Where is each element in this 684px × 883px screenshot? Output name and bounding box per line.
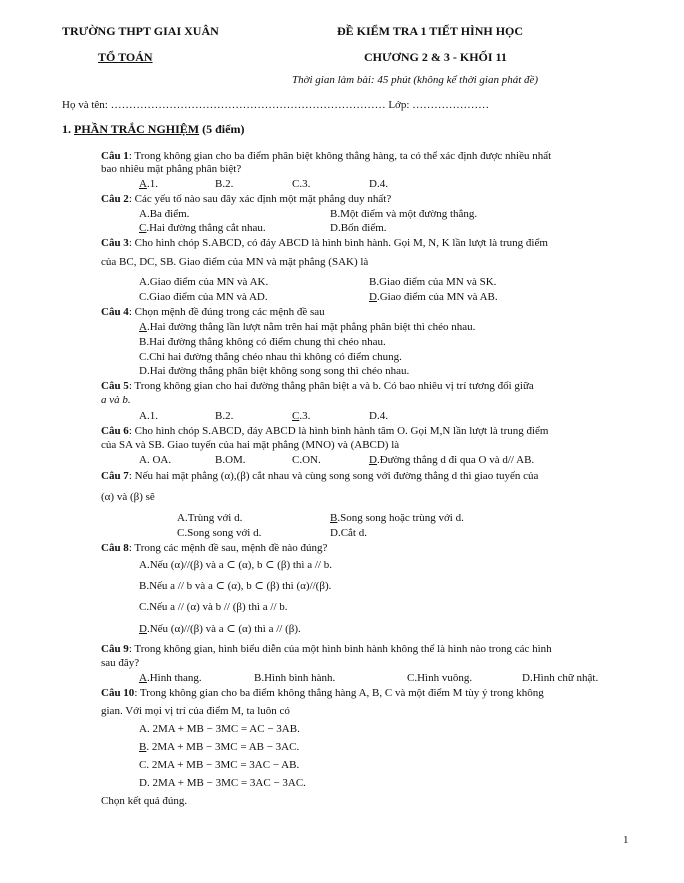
section-heading xyxy=(62,122,244,137)
option-text: .Đường thẳng d đi qua O và d// AB. xyxy=(376,454,535,466)
exam-title: ĐỀ KIỂM TRA 1 TIẾT HÌNH HỌC xyxy=(337,24,524,38)
q6-option-b: B.OM. xyxy=(215,454,246,466)
department-name: TỔ TOÁN xyxy=(98,50,153,64)
q3-option-b: B.Giao điểm của MN và SK. xyxy=(369,276,497,288)
q3-option-a: A.Giao điểm của MN và AK. xyxy=(139,276,269,288)
question-6-text-cont: của SA và SB. Giao tuyến của hai mặt phẳng (MNO) và (ABCD) là xyxy=(101,439,400,451)
answer-key: D xyxy=(369,454,377,466)
question-label: Câu 10 xyxy=(101,687,135,699)
option-text: .Nếu (α)//(β) và a ⊂ (α) thì a // (β). xyxy=(146,623,301,635)
q9-option-c: C.Hình vuông. xyxy=(407,672,473,684)
question-5-text-cont: a và b. xyxy=(101,394,131,406)
q7-option-d: D.Cắt d. xyxy=(330,527,367,539)
question-label: Câu 1 xyxy=(101,150,129,162)
q5-option-d: D.4. xyxy=(369,410,388,422)
q9-option-d: D.Hình chữ nhật. xyxy=(522,672,599,684)
q8-option-a: A.Nếu (α)//(β) và a ⊂ (α), b ⊂ (β) thì a // b. xyxy=(139,559,332,571)
question-text: : Cho hình chóp S.ABCD, có đáy ABCD là hình bình hành. Gọi M, N, K lần lượt là trung điểm xyxy=(128,237,548,249)
q2-option-c xyxy=(139,221,266,235)
q8-option-b: B.Nếu a // b và a ⊂ (α), b ⊂ (β) thì (α)//(β). xyxy=(139,580,332,592)
answer-key: D xyxy=(369,291,377,303)
question-7-text-cont: (α) và (β) sẽ xyxy=(101,491,155,503)
question-label: Câu 2 xyxy=(101,193,129,205)
question-7-text xyxy=(101,469,538,483)
option-text: .Hai đường thẳng cắt nhau. xyxy=(146,222,266,234)
question-9-text-cont: sau đây? xyxy=(101,657,140,669)
question-1-text-cont: bao nhiêu mặt phẳng phân biệt? xyxy=(101,163,242,175)
question-label: Câu 8 xyxy=(101,542,129,554)
q4-option-c: C.Chỉ hai đường thẳng chéo nhau thì không có điểm chung. xyxy=(139,351,402,363)
answer-key: C xyxy=(139,222,147,234)
question-label: Câu 5 xyxy=(101,380,129,392)
section-prefix: 1. xyxy=(62,122,74,136)
question-text: : Cho hình chóp S.ABCD, đáy ABCD là hình bình hành tâm O. Gọi M,N lần lượt là trung điểm xyxy=(128,425,549,437)
q10-footer: Chọn kết quả đúng. xyxy=(101,795,188,807)
q1-option-c: C.3. xyxy=(292,178,311,190)
q4-option-b: B.Hai đường thẳng không có điểm chung thì chéo nhau. xyxy=(139,336,386,348)
q5-option-c xyxy=(292,409,310,423)
question-label: Câu 9 xyxy=(101,643,129,655)
chapter-title: CHƯƠNG 2 & 3 - KHỐI 11 xyxy=(364,50,507,64)
question-9-text xyxy=(101,642,552,656)
question-3-text xyxy=(101,236,548,250)
q1-option-b: B.2. xyxy=(215,178,234,190)
q4-option-d: D.Hai đường thẳng phân biệt không song song thì chéo nhau. xyxy=(139,365,410,377)
answer-key: A xyxy=(139,178,147,190)
question-text: : Chọn mệnh đề đúng trong các mệnh đề sau xyxy=(128,306,325,318)
q7-option-a: A.Trùng với d. xyxy=(177,512,243,524)
page-number: 1 xyxy=(623,834,629,846)
q7-option-c: C.Song song với d. xyxy=(177,527,262,539)
question-10-text xyxy=(101,686,544,700)
q9-option-a xyxy=(139,671,202,685)
q2-option-b: B.Một điểm và một đường thẳng. xyxy=(330,208,478,220)
question-4-text xyxy=(101,305,325,319)
section-points: (5 điểm) xyxy=(199,122,245,136)
answer-key: D xyxy=(139,623,147,635)
answer-key: B xyxy=(139,741,147,753)
option-text: .Giao điểm của MN và AB. xyxy=(376,291,498,303)
question-label: Câu 7 xyxy=(101,470,129,482)
question-label: Câu 6 xyxy=(101,425,129,437)
time-note: Thời gian làm bài: 45 phút (không kể thời gian phát đề) xyxy=(292,74,539,86)
q8-option-d xyxy=(139,622,301,636)
question-text: : Trong không gian cho hai đường thẳng phân biệt a và b. Có bao nhiêu vị trí tương đối giữa xyxy=(128,380,534,392)
option-text: .3. xyxy=(299,410,311,422)
q2-option-d: D.Bốn điểm. xyxy=(330,222,387,234)
question-5-text xyxy=(101,379,534,393)
question-8-text xyxy=(101,541,327,555)
q3-option-c: C.Giao điểm của MN và AD. xyxy=(139,291,268,303)
q1-option-d: D.4. xyxy=(369,178,388,190)
q2-option-a: A.Ba điểm. xyxy=(139,208,190,220)
q1-option-a xyxy=(139,177,158,191)
q5-option-a: A.1. xyxy=(139,410,158,422)
q10-option-d: D. 2MA + MB − 3MC = 3AC − 3AC. xyxy=(139,777,306,789)
q4-option-a xyxy=(139,320,475,334)
question-3-text-cont: của BC, DC, SB. Giao điểm của MN và mặt phẳng (SAK) là xyxy=(101,256,369,268)
question-label: Câu 3 xyxy=(101,237,129,249)
question-text: : Trong không gian cho ba điểm phân biệt không thẳng hàng, ta có thể xác định được nhiều nhất xyxy=(128,150,552,162)
school-name: TRƯỜNG THPT GIAI XUÂN xyxy=(62,24,219,38)
q6-option-d xyxy=(369,453,534,467)
question-10-text-cont: gian. Với mọi vị trí của điểm M, ta luôn có xyxy=(101,705,290,717)
q10-option-a: A. 2MA + MB − 3MC = AC − 3AB. xyxy=(139,723,300,735)
q5-option-b: B.2. xyxy=(215,410,234,422)
q6-option-c: C.ON. xyxy=(292,454,321,466)
option-text: .1. xyxy=(146,178,158,190)
q9-option-b: B.Hình bình hành. xyxy=(254,672,336,684)
q8-option-c: C.Nếu a // (α) và b // (β) thì a // b. xyxy=(139,601,288,613)
q7-option-b xyxy=(330,511,464,525)
q6-option-a: A. OA. xyxy=(139,454,172,466)
option-text: .Song song hoặc trùng với d. xyxy=(337,512,464,524)
question-text: : Trong không gian cho ba điểm không thẳng hàng A, B, C và một điểm M tùy ý trong không xyxy=(134,687,544,699)
question-label: Câu 4 xyxy=(101,306,129,318)
option-text: .Hình thang. xyxy=(146,672,202,684)
section-title: PHẦN TRẮC NGHIỆM xyxy=(74,122,200,136)
question-6-text xyxy=(101,424,549,438)
q10-option-c: C. 2MA + MB − 3MC = 3AC − AB. xyxy=(139,759,300,771)
question-1-text xyxy=(101,149,551,163)
answer-key: C xyxy=(292,410,300,422)
question-text: : Các yếu tố nào sau đây xác định một mặt phẳng duy nhất? xyxy=(128,193,392,205)
question-2-text xyxy=(101,192,391,206)
option-text: .Hai đường thẳng lần lượt nằm trên hai mặt phẳng phân biệt thì chéo nhau. xyxy=(146,321,476,333)
option-text: . 2MA + MB − 3MC = AB − 3AC. xyxy=(146,741,300,753)
answer-key: B xyxy=(330,512,338,524)
question-text: : Nếu hai mặt phẳng (α),(β) cắt nhau và cùng song song với đường thẳng d thì giao tuyến của xyxy=(128,470,539,482)
name-class-line: Họ và tên: ………………………………………………………………… Lớp: ………………… xyxy=(62,99,490,111)
q3-option-d xyxy=(369,290,498,304)
q10-option-b xyxy=(139,740,299,754)
answer-key: A xyxy=(139,321,147,333)
answer-key: A xyxy=(139,672,147,684)
question-text: : Trong không gian, hình biểu diễn của một hình bình hành không thể là hình nào trong các hình xyxy=(128,643,552,655)
question-text: : Trong các mệnh đề sau, mệnh đề nào đúng? xyxy=(128,542,328,554)
